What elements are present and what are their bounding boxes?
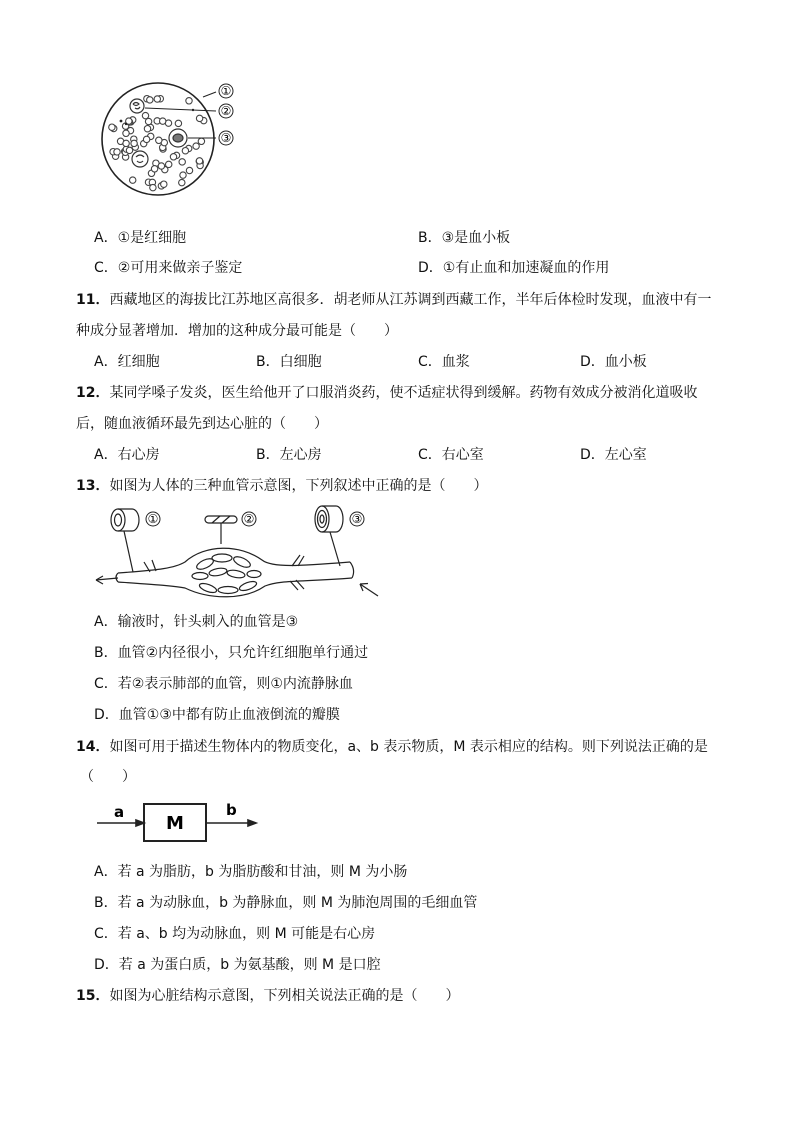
q13-option-d[interactable]: D．血管①③中都有防止血液倒流的瓣膜 (94, 707, 340, 723)
red-blood-cell (182, 148, 188, 154)
figure-label-2: ② (220, 104, 232, 118)
q11-option-d[interactable]: D．血小板 (580, 354, 647, 370)
q11-stem-line2: 种成分显著增加．增加的这种成分最可能是（ ） (76, 323, 398, 339)
blood-vessels-figure (0, 500, 794, 620)
red-blood-cell (175, 120, 181, 126)
red-blood-cell (179, 159, 185, 165)
q10-option-b[interactable]: B．③是血小板 (418, 230, 511, 246)
q12-stem-line1 (76, 383, 697, 403)
red-blood-cell (144, 126, 150, 132)
q14-number: 14． (76, 739, 110, 755)
red-blood-cell (186, 167, 192, 173)
red-blood-cell (156, 137, 162, 143)
red-blood-cell (114, 149, 120, 155)
q11-stem-line1 (76, 290, 711, 310)
q12-option-c[interactable]: C．右心室 (418, 447, 484, 463)
q12-option-b[interactable]: B．左心房 (256, 447, 322, 463)
q13-stem-text: 如图为人体的三种血管示意图，下列叙述中正确的是（ ） (109, 478, 488, 494)
red-blood-cell (126, 147, 132, 153)
q10-option-a[interactable]: A．①是红细胞 (94, 230, 187, 246)
q11-option-b[interactable]: B．白细胞 (256, 354, 322, 370)
q14-option-d[interactable]: D．若 a 为蛋白质，b 为氨基酸，则 M 是口腔 (94, 957, 381, 973)
q15-stem-text: 如图为心脏结构示意图，下列相关说法正确的是（ ） (109, 988, 460, 1004)
q10-option-c[interactable]: C．②可用来做亲子鉴定 (94, 260, 243, 276)
red-blood-cell (150, 184, 156, 190)
red-blood-cell (145, 118, 151, 124)
flow-output-b: b (226, 801, 237, 819)
red-blood-cell (123, 130, 129, 136)
red-blood-cell (130, 177, 136, 183)
vessel-label-2: ② (243, 512, 255, 526)
red-blood-cell (151, 166, 157, 172)
blood-smear-figure (0, 0, 794, 210)
q11-option-c[interactable]: C．血浆 (418, 354, 470, 370)
figure-label-1: ① (220, 84, 232, 98)
q11-stem-text: 西藏地区的海拔比江苏地区高很多．胡老师从江苏调到西藏工作，半年后体检时发现，血液中有一 (109, 292, 712, 308)
q14-stem-line1 (76, 737, 708, 757)
q12-number: 12． (76, 385, 110, 401)
red-blood-cell (161, 181, 167, 187)
red-blood-cell (180, 172, 186, 178)
red-blood-cell (196, 158, 202, 164)
red-blood-cell (170, 154, 176, 160)
q11-number: 11． (76, 292, 110, 308)
red-blood-cell (131, 140, 137, 146)
red-blood-cell (196, 115, 202, 121)
q12-stem-line2: 后，随血液循环最先到达心脏的（ ） (76, 416, 328, 432)
q14-flow-figure (0, 795, 794, 855)
vessel-label-3: ③ (351, 512, 363, 526)
figure-label-3: ③ (220, 131, 232, 145)
red-blood-cell (179, 179, 185, 185)
q13-option-b[interactable]: B．血管②内径很小，只允许红细胞单行通过 (94, 645, 369, 661)
q12-option-a[interactable]: A．右心房 (94, 447, 160, 463)
red-blood-cell (142, 112, 148, 118)
q14-option-b[interactable]: B．若 a 为动脉血，b 为静脉血，则 M 为肺泡周围的毛细血管 (94, 895, 478, 911)
q10-option-d[interactable]: D．①有止血和加速凝血的作用 (418, 260, 610, 276)
flow-box-m: M (166, 813, 184, 834)
q14-option-a[interactable]: A．若 a 为脂肪，b 为脂肪酸和甘油，则 M 为小肠 (94, 864, 408, 880)
red-blood-cell (123, 140, 129, 146)
q14-stem-line2: （ ） (80, 769, 136, 785)
q13-option-a[interactable]: A．输液时，针头刺入的血管是③ (94, 614, 299, 630)
q12-stem-text: 某同学嗓子发炎，医生给他开了口服消炎药，使不适症状得到缓解。药物有效成分被消化道吸收 (109, 385, 698, 401)
red-blood-cell (166, 161, 172, 167)
q13-stem (76, 476, 487, 496)
red-blood-cell (193, 143, 199, 149)
red-blood-cell (186, 98, 192, 104)
red-blood-cell (109, 124, 115, 130)
q14-option-c[interactable]: C．若 a、b 均为动脉血，则 M 可能是右心房 (94, 926, 376, 942)
q13-number: 13． (76, 478, 110, 494)
q15-stem (76, 986, 459, 1006)
red-blood-cell (154, 96, 160, 102)
q11-option-a[interactable]: A．红细胞 (94, 354, 160, 370)
red-blood-cell (143, 136, 149, 142)
q12-option-d[interactable]: D．左心室 (580, 447, 647, 463)
q13-option-c[interactable]: C．若②表示肺部的血管，则①内流静脉血 (94, 676, 353, 692)
red-blood-cell (147, 97, 153, 103)
red-blood-cell (158, 163, 164, 169)
vessel-label-1: ① (147, 512, 159, 526)
red-blood-cell (160, 118, 166, 124)
red-blood-cell (198, 138, 204, 144)
q14-stem-text: 如图可用于描述生物体内的物质变化，a、b 表示物质，M 表示相应的结构。则下列说法正确的是 (109, 739, 708, 755)
q15-number: 15． (76, 988, 110, 1004)
flow-input-a: a (114, 803, 125, 821)
